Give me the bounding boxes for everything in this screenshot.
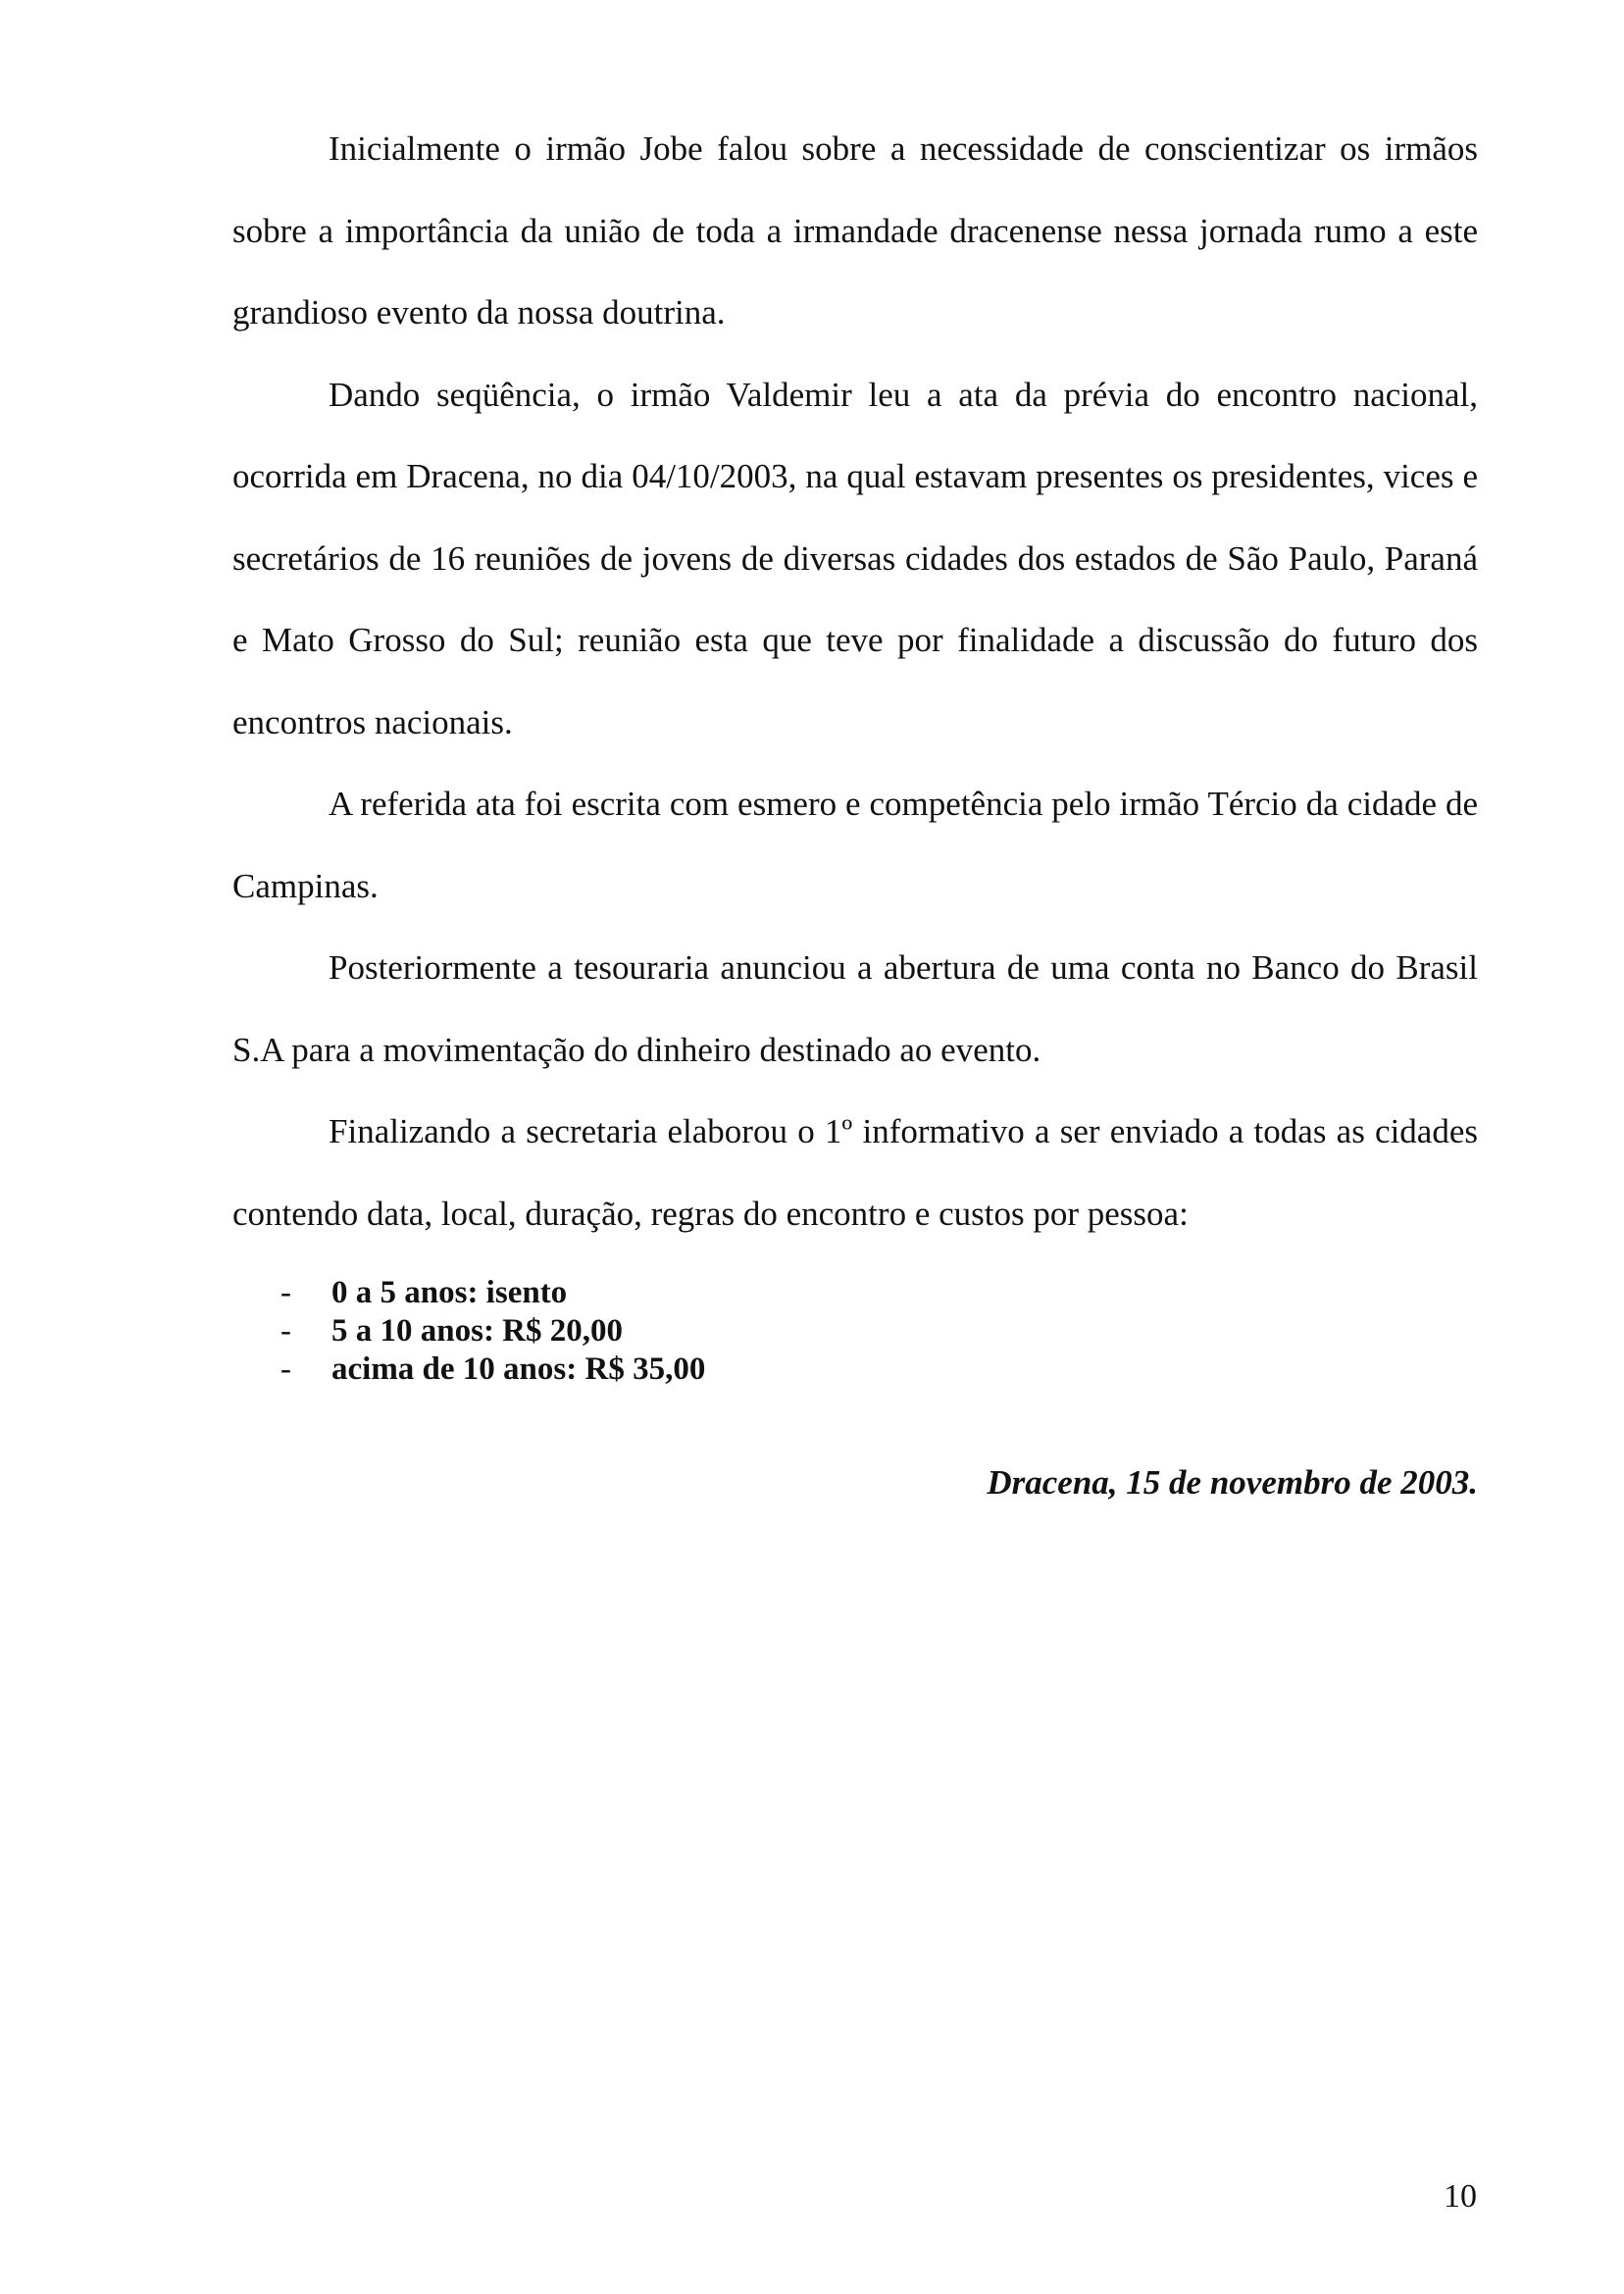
price-list [232,1274,1478,1389]
paragraph-jobe: Inicialmente o irmão Jobe falou sobre a necessidade de conscientizar os irmãos sobre a importância da união de toda a irmandade dracenense nessa jornada rumo a este grandioso evento da nossa doutrina. [232,129,1478,331]
list-item-text: 0 a 5 anos: isento [331,1275,568,1310]
paragraph-tesouraria: Posteriormente a tesouraria anunciou a abertura de uma conta no Banco do Brasil S.A para a movimentação do dinheiro destinado ao evento. [232,948,1478,1069]
paragraph-secretaria: Finalizando a secretaria elaborou o 1º informativo a ser enviado a todas as cidades contendo data, local, duração, regras do encontro e custos por pessoa: [232,1112,1478,1233]
list-bullet: - [280,1351,291,1387]
list-bullet: - [280,1275,291,1310]
page-number: 10 [1444,2178,1477,2215]
paragraph-valdemir: Dando seqüência, o irmão Valdemir leu a ata da prévia do encontro nacional, ocorrida em Dracena, no dia 04/10/2003, na qual estavam presentes os presidentes, vices e secretários de 16 reuniões de jovens de diversas cidades dos estados de São Paulo, Paraná e Mato Grosso do Sul; reunião esta que teve por finalidade a discussão do futuro dos encontros nacionais. [232,375,1478,741]
list-item-text: 5 a 10 anos: R$ 20,00 [331,1313,624,1349]
list-item [232,1351,1478,1389]
list-item-text: acima de 10 anos: R$ 35,00 [331,1351,706,1387]
list-item [232,1312,1478,1351]
list-item [232,1274,1478,1312]
document-page [232,108,1478,1503]
place-date-signoff: Dracena, 15 de novembro de 2003. [987,1463,1478,1502]
paragraph-tercio: A referida ata foi escrita com esmero e competência pelo irmão Tércio da cidade de Campinas. [232,785,1478,905]
list-bullet: - [280,1313,291,1349]
